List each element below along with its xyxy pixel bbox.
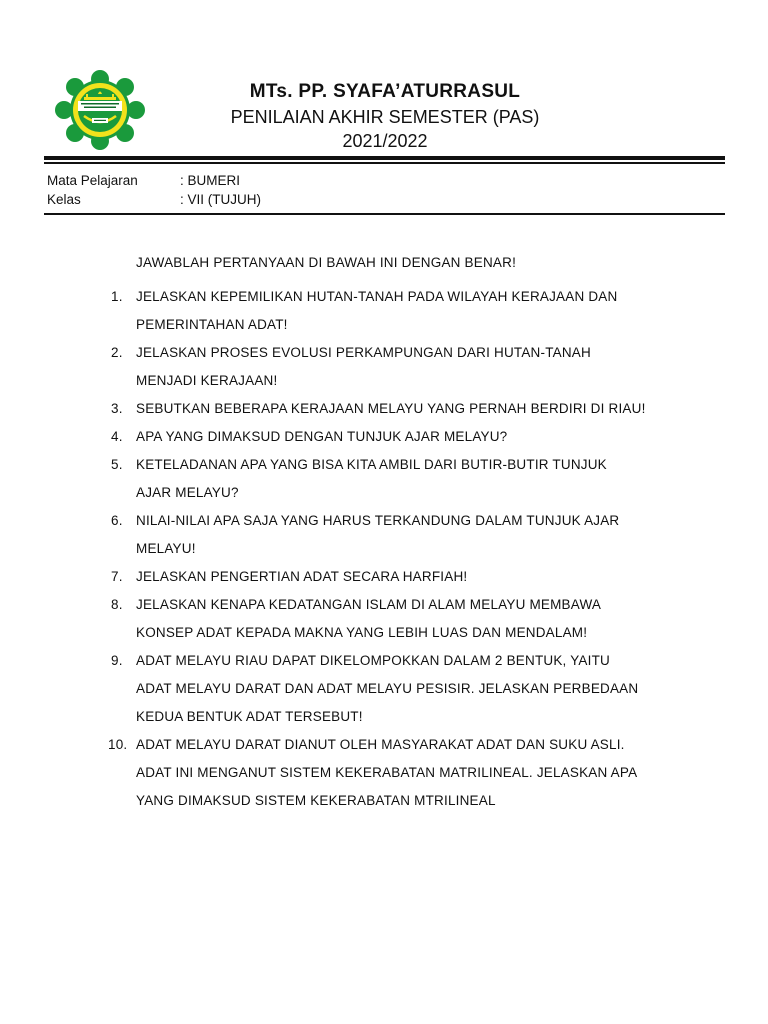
question-text-line: JELASKAN PENGERTIAN ADAT SECARA HARFIAH! — [136, 569, 468, 584]
question-number: 1. — [111, 289, 123, 304]
question-item — [108, 283, 688, 339]
question-text-line: ADAT MELAYU DARAT DIANUT OLEH MASYARAKAT ADAT DAN SUKU ASLI. — [136, 737, 625, 752]
question-number: 10. — [108, 737, 128, 752]
question-text-line: YANG DIMAKSUD SISTEM KEKERABATAN MTRILINEAL — [136, 793, 496, 808]
question-number: 3. — [111, 401, 123, 416]
question-text-line: JELASKAN KENAPA KEDATANGAN ISLAM DI ALAM MELAYU MEMBAWA — [136, 597, 602, 612]
question-text-line: KONSEP ADAT KEPADA MAKNA YANG LEBIH LUAS DAN MENDALAM! — [136, 625, 588, 640]
question-number: 2. — [111, 345, 123, 360]
question-text-line: NILAI-NILAI APA SAJA YANG HARUS TERKANDUNG DALAM TUNJUK AJAR — [136, 513, 620, 528]
question-text-line: APA YANG DIMAKSUD DENGAN TUNJUK AJAR MELAYU? — [136, 429, 508, 444]
question-item — [108, 451, 688, 507]
question-item — [108, 647, 688, 731]
question-number: 4. — [111, 429, 123, 444]
question-text-line: JELASKAN KEPEMILIKAN HUTAN-TANAH PADA WILAYAH KERAJAAN DAN — [136, 289, 618, 304]
question-text-line: ADAT INI MENGANUT SISTEM KEKERABATAN MATRILINEAL. JELASKAN APA — [136, 765, 638, 780]
question-number: 6. — [111, 513, 123, 528]
question-text-line: KETELADANAN APA YANG BISA KITA AMBIL DARI BUTIR-BUTIR TUNJUK — [136, 457, 607, 472]
question-text-line: JELASKAN PROSES EVOLUSI PERKAMPUNGAN DARI HUTAN-TANAH — [136, 345, 591, 360]
question-number: 8. — [111, 597, 123, 612]
question-item — [108, 395, 688, 423]
question-item — [108, 563, 688, 591]
info-value: : BUMERI — [180, 173, 241, 188]
exam-name: PENILAIAN AKHIR SEMESTER (PAS) — [230, 107, 540, 127]
info-value: : VII (TUJUH) — [180, 192, 261, 207]
question-text-line: ADAT MELAYU RIAU DAPAT DIKELOMPOKKAN DALAM 2 BENTUK, YAITU — [136, 653, 610, 668]
info-row-class — [47, 192, 261, 207]
school-emblem-icon — [54, 70, 146, 150]
info-divider — [44, 213, 725, 215]
instruction-text: JAWABLAH PERTANYAAN DI BAWAH INI DENGAN BENAR! — [136, 255, 517, 270]
info-row-subject — [47, 173, 240, 188]
question-text-line: SEBUTKAN BEBERAPA KERAJAAN MELAYU YANG PERNAH BERDIRI DI RIAU! — [136, 401, 646, 416]
question-item — [108, 507, 688, 563]
question-item — [108, 591, 688, 647]
info-label: Kelas — [47, 192, 81, 207]
question-number: 5. — [111, 457, 123, 472]
question-text-line: AJAR MELAYU? — [136, 485, 239, 500]
question-text-line: KEDUA BENTUK ADAT TERSEBUT! — [136, 709, 363, 724]
question-item — [108, 339, 688, 395]
question-item — [108, 423, 688, 451]
header-divider-thick — [44, 156, 725, 160]
question-list — [108, 283, 688, 815]
question-text-line: MENJADI KERAJAAN! — [136, 373, 278, 388]
header-divider-thin — [44, 162, 725, 164]
school-year: 2021/2022 — [342, 131, 428, 151]
question-number: 7. — [111, 569, 123, 584]
question-item — [108, 731, 688, 815]
school-name: MTs. PP. SYAFA’ATURRASUL — [249, 81, 521, 102]
info-label: Mata Pelajaran — [47, 173, 138, 188]
question-text-line: PEMERINTAHAN ADAT! — [136, 317, 288, 332]
question-text-line: MELAYU! — [136, 541, 196, 556]
question-number: 9. — [111, 653, 123, 668]
question-text-line: ADAT MELAYU DARAT DAN ADAT MELAYU PESISIR. JELASKAN PERBEDAAN — [136, 681, 639, 696]
